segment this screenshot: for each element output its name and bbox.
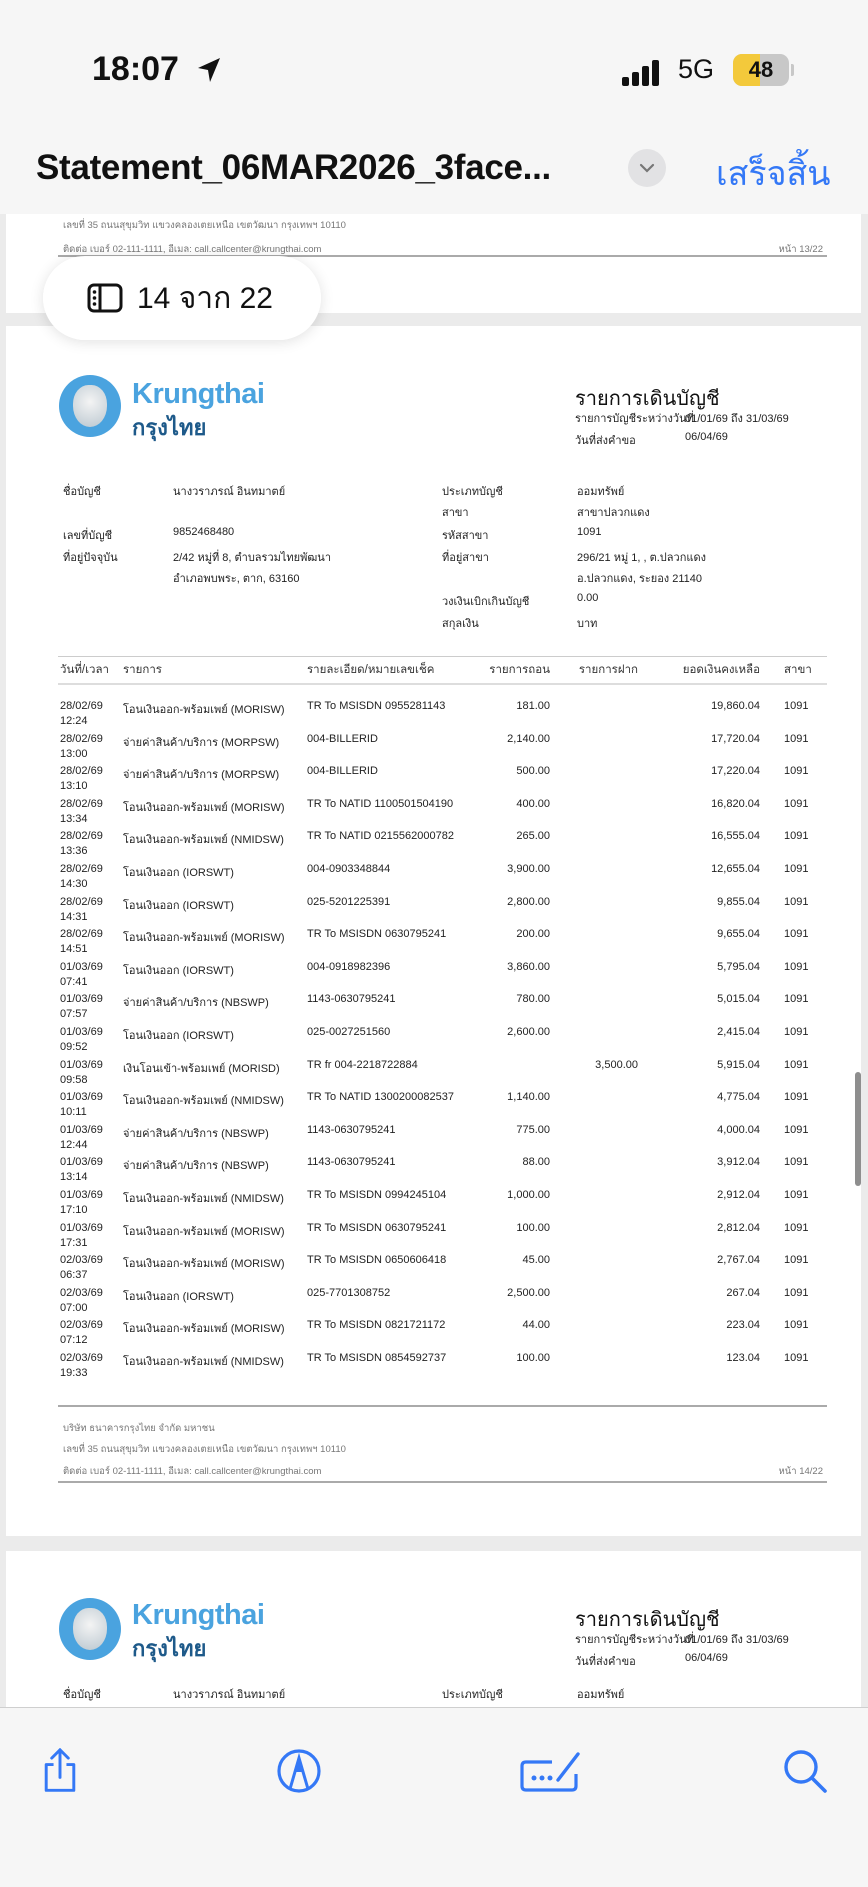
date: 01/03/69: [60, 960, 103, 973]
detail: 004-BILLERID: [307, 732, 378, 745]
time: 07:12: [60, 1334, 88, 1347]
account-field-label: สกุลเงิน: [442, 618, 479, 630]
withdrawal: 44.00: [522, 1319, 550, 1332]
balance: 4,000.04: [717, 1123, 760, 1136]
statement-title: รายการเดินบัญชี: [575, 388, 720, 410]
branch: 1091: [784, 1286, 809, 1299]
withdrawal: 2,800.00: [507, 895, 550, 908]
description: จ่ายค่าสินค้า/บริการ (NBSWP): [123, 1160, 269, 1173]
description: โอนเงินออก-พร้อมเพย์ (MORISW): [123, 801, 285, 814]
account-field-label: ประเภทบัญชี: [442, 486, 503, 498]
column-header: สาขา: [784, 664, 812, 676]
account-field-value: 1091: [577, 526, 602, 538]
balance: 9,655.04: [717, 928, 760, 941]
time: 13:14: [60, 1171, 88, 1184]
account-field-label: ที่อยู่สาขา: [442, 552, 489, 564]
balance: 4,775.04: [717, 1091, 760, 1104]
account-type-label: ประเภทบัญชี: [442, 1689, 503, 1701]
branch: 1091: [784, 863, 809, 875]
pdf-page-15: [6, 1551, 861, 1711]
footer-address: เลขที่ 35 ถนนสุขุมวิท แขวงคลองเตยเหนือ เขตวัฒนา กรุงเทพฯ 10110: [63, 220, 346, 231]
detail: TR To NATID 1300200082537: [307, 1091, 454, 1104]
date: 02/03/69: [60, 1352, 103, 1364]
branch: 1091: [784, 830, 809, 843]
withdrawal: 100.00: [516, 1221, 550, 1234]
balance: 19,860.04: [711, 700, 760, 712]
time: 17:10: [60, 1204, 88, 1216]
table-row: [6, 1189, 861, 1221]
balance: 2,812.04: [717, 1221, 760, 1234]
account-field-label: เลขที่บัญชี: [63, 530, 113, 542]
column-header: รายละเอียด/หมายเลขเช็ค: [307, 664, 435, 676]
date: 28/02/69: [60, 863, 103, 875]
description: เงินโอนเข้า-พร้อมเพย์ (MORISD): [123, 1062, 280, 1075]
balance: 3,912.04: [717, 1156, 760, 1169]
detail: 025-7701308752: [307, 1286, 391, 1299]
table-row: [6, 765, 861, 797]
balance: 5,015.04: [717, 993, 760, 1006]
detail: TR To MSISDN 0994245104: [307, 1189, 447, 1201]
cellular-signal-icon: [622, 60, 662, 86]
search-icon[interactable]: [782, 1748, 828, 1794]
title-menu-button[interactable]: [628, 149, 666, 187]
battery-level: 48: [748, 57, 774, 82]
branch: 1091: [784, 1352, 809, 1364]
footer-contact: ติดต่อ เบอร์ 02-111-1111, อีเมล: call.callcenter@krungthai.com: [63, 1466, 322, 1477]
detail: 025-5201225391: [307, 895, 391, 908]
network-type: 5G: [678, 54, 715, 84]
withdrawal: 3,900.00: [507, 863, 550, 875]
table-row: [6, 733, 861, 765]
time: 14:30: [60, 878, 88, 890]
deposit: 3,500.00: [595, 1058, 638, 1071]
table-row: [6, 1124, 861, 1156]
description: จ่ายค่าสินค้า/บริการ (NBSWP): [123, 997, 269, 1010]
time: 13:36: [60, 845, 88, 858]
time: 07:57: [60, 1008, 88, 1021]
date: 28/02/69: [60, 797, 103, 810]
detail: 1143-0630795241: [307, 993, 396, 1006]
divider: [58, 1405, 827, 1407]
detail: TR To NATID 0215562000782: [307, 830, 454, 843]
table-row: [6, 1156, 861, 1188]
period-value: 01/01/69 ถึง 31/03/69: [685, 1634, 789, 1646]
account-field-label: วงเงินเบิกเกินบัญชี: [442, 596, 530, 608]
table-row: [6, 1091, 861, 1123]
time: 10:11: [60, 1106, 87, 1119]
table-row: [6, 863, 861, 895]
branch: 1091: [784, 960, 809, 973]
description: โอนเงินออก-พร้อมเพย์ (NMIDSW): [123, 1193, 284, 1205]
table-row: [6, 961, 861, 993]
table-row: [6, 1352, 861, 1384]
balance: 12,655.04: [711, 863, 760, 875]
time: 19:33: [60, 1367, 88, 1379]
markup-icon[interactable]: [276, 1748, 322, 1794]
footer-contact: ติดต่อ เบอร์ 02-111-1111, อีเมล: call.callcenter@krungthai.com: [63, 244, 322, 255]
time: 13:00: [60, 747, 88, 760]
statement-title: รายการเดินบัญชี: [575, 1609, 720, 1631]
branch: 1091: [784, 700, 809, 712]
status-time: 18:07: [92, 50, 179, 88]
detail: 004-0903348844: [307, 863, 391, 875]
time: 07:00: [60, 1301, 88, 1314]
withdrawal: 2,500.00: [507, 1286, 550, 1299]
date: 01/03/69: [60, 1221, 103, 1234]
request-value: 06/04/69: [685, 431, 728, 443]
account-field-value: อ.ปลวกแดง, ระยอง 21140: [577, 573, 703, 585]
page-indicator[interactable]: [43, 256, 321, 340]
table-row: [6, 798, 861, 830]
account-field-label: สาขา: [442, 507, 469, 519]
table-row: [6, 1287, 861, 1319]
account-field-value: ออมทรัพย์: [577, 486, 625, 498]
branch: 1091: [784, 1026, 809, 1038]
detail: TR To MSISDN 0630795241: [307, 928, 447, 941]
date: 28/02/69: [60, 765, 103, 778]
time: 06:37: [60, 1269, 88, 1282]
table-row: [6, 700, 861, 732]
branch: 1091: [784, 1156, 809, 1169]
account-field-value: 2/42 หมู่ที่ 8, ตำบลรวมไทยพัฒนา: [173, 552, 331, 564]
bottom-toolbar: [0, 1707, 868, 1887]
request-value: 06/04/69: [685, 1652, 728, 1664]
description: โอนเงินออก-พร้อมเพย์ (MORISW): [123, 932, 285, 945]
top-bar: [0, 0, 868, 214]
account-field-label: ชื่อบัญชี: [63, 486, 101, 498]
period-value: 01/01/69 ถึง 31/03/69: [685, 413, 789, 425]
branch: 1091: [784, 1254, 809, 1267]
column-header: รายการ: [123, 664, 162, 676]
balance: 2,912.04: [717, 1189, 760, 1201]
krungthai-logo-icon: [59, 1598, 121, 1660]
footer-address: เลขที่ 35 ถนนสุขุมวิท แขวงคลองเตยเหนือ เขตวัฒนา กรุงเทพฯ 10110: [63, 1444, 346, 1455]
balance: 123.04: [726, 1352, 760, 1364]
description: จ่ายค่าสินค้า/บริการ (NBSWP): [123, 1127, 269, 1140]
location-arrow-icon: [196, 56, 222, 84]
detail: TR To MSISDN 0650606418: [307, 1254, 447, 1267]
description: โอนเงินออก-พร้อมเพย์ (NMIDSW): [123, 1356, 284, 1368]
withdrawal: 45.00: [522, 1254, 550, 1267]
description: โอนเงินออก-พร้อมเพย์ (MORISW): [123, 1258, 285, 1271]
branch: 1091: [784, 993, 809, 1006]
period-label: รายการบัญชีระหว่างวันที่: [575, 1634, 694, 1646]
account-field-value: บาท: [577, 618, 598, 630]
time: 13:10: [60, 780, 88, 793]
branch: 1091: [784, 928, 809, 941]
withdrawal: 100.00: [516, 1352, 550, 1364]
description: โอนเงินออก-พร้อมเพย์ (NMIDSW): [123, 834, 284, 847]
description: โอนเงินออก (IORSWT): [123, 1030, 234, 1042]
table-row: [6, 830, 861, 862]
time: 17:31: [60, 1236, 88, 1249]
chevron-down-icon: [639, 163, 655, 173]
brand-name-en: Krungthai: [132, 378, 265, 410]
time: 14:31: [60, 910, 88, 923]
balance: 5,915.04: [717, 1058, 760, 1071]
detail: TR fr 004-2218722884: [307, 1058, 418, 1071]
withdrawal: 88.00: [522, 1156, 550, 1169]
divider: [58, 1481, 827, 1483]
table-row: [6, 928, 861, 960]
balance: 9,855.04: [717, 895, 760, 908]
period-label: รายการบัญชีระหว่างวันที่: [575, 413, 694, 425]
request-label: วันที่ส่งคำขอ: [575, 1656, 636, 1668]
account-field-label: ที่อยู่ปัจจุบัน: [63, 552, 118, 564]
description: โอนเงินออก-พร้อมเพย์ (MORISW): [123, 704, 285, 716]
battery-nub: [791, 64, 794, 76]
balance: 2,415.04: [717, 1026, 760, 1038]
time: 13:34: [60, 812, 88, 825]
withdrawal: 780.00: [516, 993, 550, 1006]
detail: 1143-0630795241: [307, 1156, 396, 1169]
account-field-value: 296/21 หมู่ 1, , ต.ปลวกแดง: [577, 552, 706, 564]
time: 09:58: [60, 1073, 88, 1086]
column-header: ยอดเงินคงเหลือ: [682, 664, 760, 676]
account-field-value: สาขาปลวกแดง: [577, 507, 650, 519]
document-title[interactable]: Statement_06MAR2026_3face...: [36, 148, 551, 187]
withdrawal: 3,860.00: [507, 960, 550, 973]
withdrawal: 775.00: [516, 1123, 550, 1136]
branch: 1091: [784, 1058, 809, 1071]
table-row: [6, 1059, 861, 1091]
description: โอนเงินออก (IORSWT): [123, 867, 234, 879]
detail: TR To MSISDN 0955281143: [307, 700, 446, 712]
account-name-value: นางวราภรณ์ อินทมาตย์: [173, 1689, 286, 1701]
detail: TR To MSISDN 0630795241: [307, 1221, 447, 1234]
date: 01/03/69: [60, 1156, 103, 1169]
footer-page-number: หน้า 13/22: [778, 244, 823, 255]
brand-name-en: Krungthai: [132, 1599, 265, 1631]
date: 28/02/69: [60, 928, 103, 941]
description: โอนเงินออก (IORSWT): [123, 964, 234, 977]
withdrawal: 265.00: [516, 830, 550, 843]
branch: 1091: [784, 1319, 809, 1332]
detail: 1143-0630795241: [307, 1123, 396, 1136]
withdrawal: 1,140.00: [507, 1091, 550, 1104]
branch: 1091: [784, 1091, 809, 1104]
branch: 1091: [784, 895, 809, 908]
balance: 267.04: [726, 1286, 760, 1299]
balance: 2,767.04: [717, 1254, 760, 1267]
date: 28/02/69: [60, 732, 103, 745]
balance: 16,555.04: [711, 830, 760, 843]
detail: 004-0918982396: [307, 960, 391, 973]
date: 01/03/69: [60, 1058, 103, 1071]
account-field-value: อำเภอพบพระ, ตาก, 63160: [173, 573, 300, 585]
request-label: วันที่ส่งคำขอ: [575, 435, 636, 447]
table-row: [6, 1222, 861, 1254]
description: โอนเงินออก (IORSWT): [123, 1290, 234, 1303]
column-header: รายการฝาก: [578, 664, 638, 676]
done-button[interactable]: เสร็จสิ้น: [716, 155, 831, 193]
balance: 17,720.04: [711, 732, 760, 745]
time: 12:44: [60, 1138, 88, 1151]
date: 28/02/69: [60, 700, 103, 712]
detail: 025-0027251560: [307, 1026, 391, 1038]
table-row: [6, 1254, 861, 1286]
description: จ่ายค่าสินค้า/บริการ (MORPSW): [123, 769, 280, 782]
table-row: [6, 1319, 861, 1351]
brand-name-th: กรุงไทย: [132, 415, 207, 440]
branch: 1091: [784, 1123, 809, 1136]
description: จ่ายค่าสินค้า/บริการ (MORPSW): [123, 736, 280, 749]
withdrawal: 500.00: [516, 765, 550, 778]
balance: 5,795.04: [717, 960, 760, 973]
withdrawal: 200.00: [516, 928, 550, 941]
date: 28/02/69: [60, 830, 103, 843]
table-header-divider: [58, 683, 827, 685]
account-name-label: ชื่อบัญชี: [63, 1689, 101, 1701]
page-indicator-text: 14 จาก 22: [137, 281, 273, 315]
detail: 004-BILLERID: [307, 765, 378, 778]
brand-name-th: กรุงไทย: [132, 1636, 207, 1661]
balance: 223.04: [726, 1319, 760, 1332]
detail: TR To MSISDN 0821721172: [307, 1319, 446, 1332]
table-top-divider: [58, 656, 827, 657]
withdrawal: 2,600.00: [507, 1026, 550, 1038]
table-row: [6, 993, 861, 1025]
footer-company: บริษัท ธนาคารกรุงไทย จำกัด มหาชน: [63, 1423, 215, 1434]
branch: 1091: [784, 1221, 809, 1234]
battery-icon: [733, 54, 789, 86]
detail: TR To MSISDN 0854592737: [307, 1352, 447, 1364]
date: 01/03/69: [60, 1026, 103, 1038]
sidebar-thumbnails-icon: [87, 283, 123, 313]
time: 07:41: [60, 975, 88, 988]
description: โอนเงินออก-พร้อมเพย์ (MORISW): [123, 1323, 285, 1336]
account-field-value: นางวราภรณ์ อินทมาตย์: [173, 486, 286, 498]
date: 01/03/69: [60, 1123, 103, 1136]
branch: 1091: [784, 1189, 809, 1201]
share-icon[interactable]: [37, 1748, 83, 1794]
pdf-page-14: [6, 326, 861, 1536]
date: 28/02/69: [60, 895, 103, 908]
description: โอนเงินออก-พร้อมเพย์ (NMIDSW): [123, 1095, 284, 1108]
time: 14:51: [60, 943, 88, 956]
column-header: รายการถอน: [489, 664, 550, 676]
balance: 17,220.04: [711, 765, 760, 778]
account-field-value: 9852468480: [173, 526, 235, 538]
description: โอนเงินออก (IORSWT): [123, 899, 234, 912]
table-row: [6, 896, 861, 928]
branch: 1091: [784, 797, 809, 810]
description: โอนเงินออก-พร้อมเพย์ (MORISW): [123, 1225, 285, 1238]
detail: TR To NATID 1100501504190: [307, 797, 454, 810]
column-header: วันที่/เวลา: [60, 664, 109, 676]
withdrawal: 400.00: [516, 797, 550, 810]
withdrawal: 2,140.00: [507, 732, 550, 745]
date: 02/03/69: [60, 1319, 103, 1332]
date: 01/03/69: [60, 1189, 103, 1201]
form-fill-icon[interactable]: [518, 1748, 584, 1794]
footer-page-number: หน้า 14/22: [778, 1466, 823, 1477]
account-type-value: ออมทรัพย์: [577, 1689, 625, 1701]
date: 02/03/69: [60, 1286, 103, 1299]
balance: 16,820.04: [711, 797, 760, 810]
account-field-label: รหัสสาขา: [442, 530, 489, 542]
krungthai-logo-icon: [59, 375, 121, 437]
date: 01/03/69: [60, 1091, 103, 1104]
withdrawal: 1,000.00: [507, 1189, 550, 1201]
branch: 1091: [784, 765, 809, 778]
time: 09:52: [60, 1041, 88, 1053]
time: 12:24: [60, 715, 88, 727]
branch: 1091: [784, 732, 809, 745]
withdrawal: 181.00: [516, 700, 550, 712]
table-row: [6, 1026, 861, 1058]
date: 02/03/69: [60, 1254, 103, 1267]
account-field-value: 0.00: [577, 592, 599, 604]
scrollbar[interactable]: [855, 1072, 861, 1186]
date: 01/03/69: [60, 993, 103, 1006]
